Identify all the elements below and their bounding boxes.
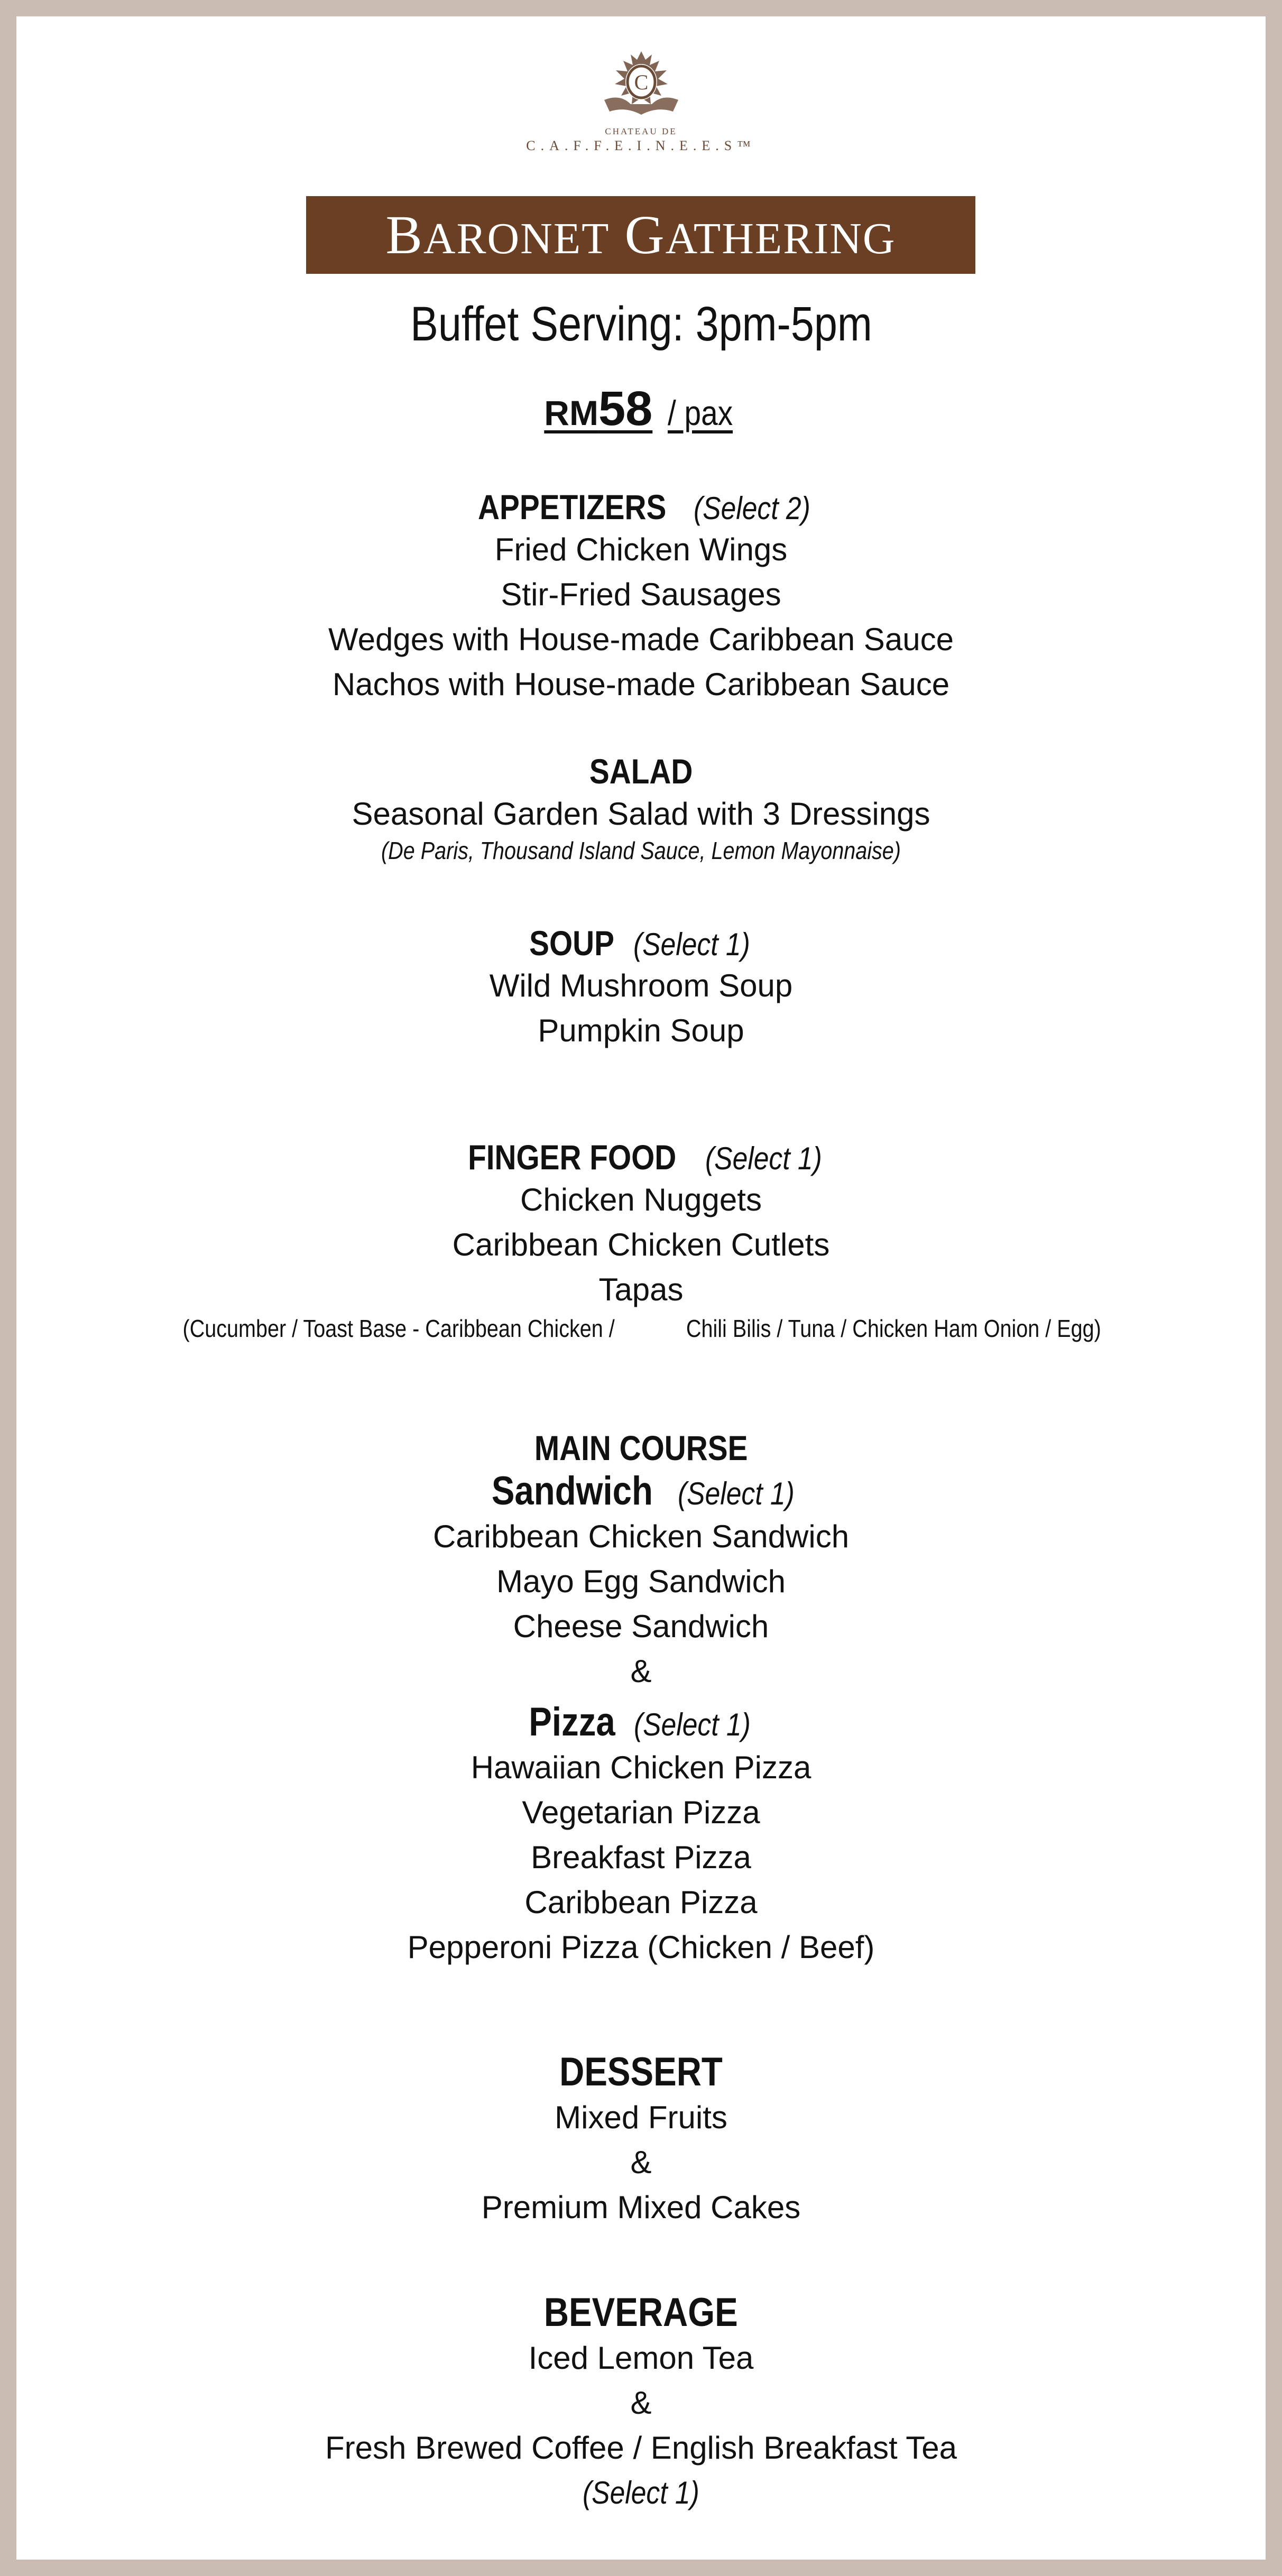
- logo: [16, 49, 1266, 154]
- brand-line-1: CHATEAU DE: [605, 126, 677, 136]
- beverage-item: Fresh Brewed Coffee / English Breakfast Tea: [325, 2430, 957, 2466]
- finger-food-item: Tapas: [598, 1272, 684, 1307]
- title-cap-2: G: [624, 205, 666, 265]
- price: [16, 381, 1266, 437]
- beverage-heading: BEVERAGE: [544, 2290, 738, 2335]
- sandwich-heading: Sandwich: [491, 1469, 653, 1513]
- sandwich-select: (Select 1): [677, 1476, 795, 1511]
- crest-icon: [588, 49, 694, 123]
- main-course-joiner: &: [630, 1654, 652, 1689]
- price-amount: 58: [598, 382, 653, 436]
- brand-line-2: C.A.F.F.E.I.N.E.E.S™: [526, 138, 756, 153]
- pizza-heading: Pizza: [529, 1700, 615, 1744]
- section-dessert: [16, 2049, 1266, 2230]
- soup-select: (Select 1): [633, 927, 750, 962]
- finger-food-item: Chicken Nuggets: [520, 1182, 762, 1217]
- soup-item: Wild Mushroom Soup: [489, 968, 793, 1003]
- sandwich-item: Cheese Sandwich: [513, 1609, 769, 1644]
- title-banner: [306, 196, 975, 274]
- title-rest-1: ARONET: [423, 214, 610, 263]
- sandwich-item: Mayo Egg Sandwich: [496, 1564, 786, 1599]
- title-cap-1: B: [385, 205, 423, 265]
- section-beverage: [16, 2289, 1266, 2515]
- appetizer-item: Nachos with House-made Caribbean Sauce: [332, 667, 950, 702]
- pizza-item: Hawaiian Chicken Pizza: [471, 1750, 811, 1785]
- salad-item: Seasonal Garden Salad with 3 Dressings: [352, 796, 930, 832]
- soup-item: Pumpkin Soup: [538, 1013, 744, 1048]
- finger-food-select: (Select 1): [705, 1141, 822, 1176]
- salad-heading: SALAD: [589, 752, 693, 791]
- appetizer-item: Wedges with House-made Caribbean Sauce: [328, 622, 954, 657]
- pizza-item: Caribbean Pizza: [524, 1885, 758, 1920]
- beverage-item: Iced Lemon Tea: [528, 2340, 754, 2376]
- appetizers-heading: APPETIZERS: [477, 487, 667, 527]
- salad-note: (De Paris, Thousand Island Sauce, Lemon Mayonnaise): [381, 837, 901, 864]
- appetizer-item: Stir-Fried Sausages: [501, 577, 781, 612]
- price-unit: / pax: [667, 393, 733, 432]
- pizza-item: Vegetarian Pizza: [522, 1795, 760, 1830]
- sandwich-item: Caribbean Chicken Sandwich: [432, 1519, 850, 1554]
- section-finger-food: [16, 1137, 1266, 1345]
- title-rest-2: ATHERING: [665, 214, 896, 263]
- dessert-item: Premium Mixed Cakes: [481, 2190, 801, 2225]
- finger-food-note-2: Chili Bilis / Tuna / Chicken Ham Onion / Egg): [686, 1315, 1101, 1342]
- beverage-select: (Select 1): [583, 2475, 699, 2510]
- soup-heading: SOUP: [529, 924, 615, 963]
- appetizers-select: (Select 2): [693, 491, 810, 526]
- finger-food-note-1: (Cucumber / Toast Base - Caribbean Chicken /: [182, 1315, 615, 1342]
- svg-text:C: C: [634, 70, 648, 94]
- finger-food-item: Caribbean Chicken Cutlets: [452, 1227, 830, 1262]
- section-main-course: [16, 1428, 1266, 1970]
- dessert-item: &: [630, 2145, 652, 2180]
- beverage-item: &: [630, 2385, 652, 2421]
- price-currency: RM: [544, 393, 598, 432]
- section-soup: [16, 923, 1266, 1053]
- serving-time: Buffet Serving: 3pm-5pm: [410, 297, 872, 351]
- pizza-item: Pepperoni Pizza (Chicken / Beef): [407, 1929, 875, 1965]
- dessert-heading: DESSERT: [559, 2049, 723, 2094]
- finger-food-heading: FINGER FOOD: [467, 1138, 676, 1177]
- menu-page: [16, 16, 1266, 2560]
- section-appetizers: [16, 487, 1266, 707]
- pizza-select: (Select 1): [634, 1707, 751, 1742]
- main-course-heading: MAIN COURSE: [534, 1428, 748, 1467]
- section-salad: [16, 751, 1266, 865]
- pizza-item: Breakfast Pizza: [531, 1840, 751, 1875]
- dessert-item: Mixed Fruits: [555, 2100, 727, 2135]
- appetizer-item: Fried Chicken Wings: [494, 532, 788, 567]
